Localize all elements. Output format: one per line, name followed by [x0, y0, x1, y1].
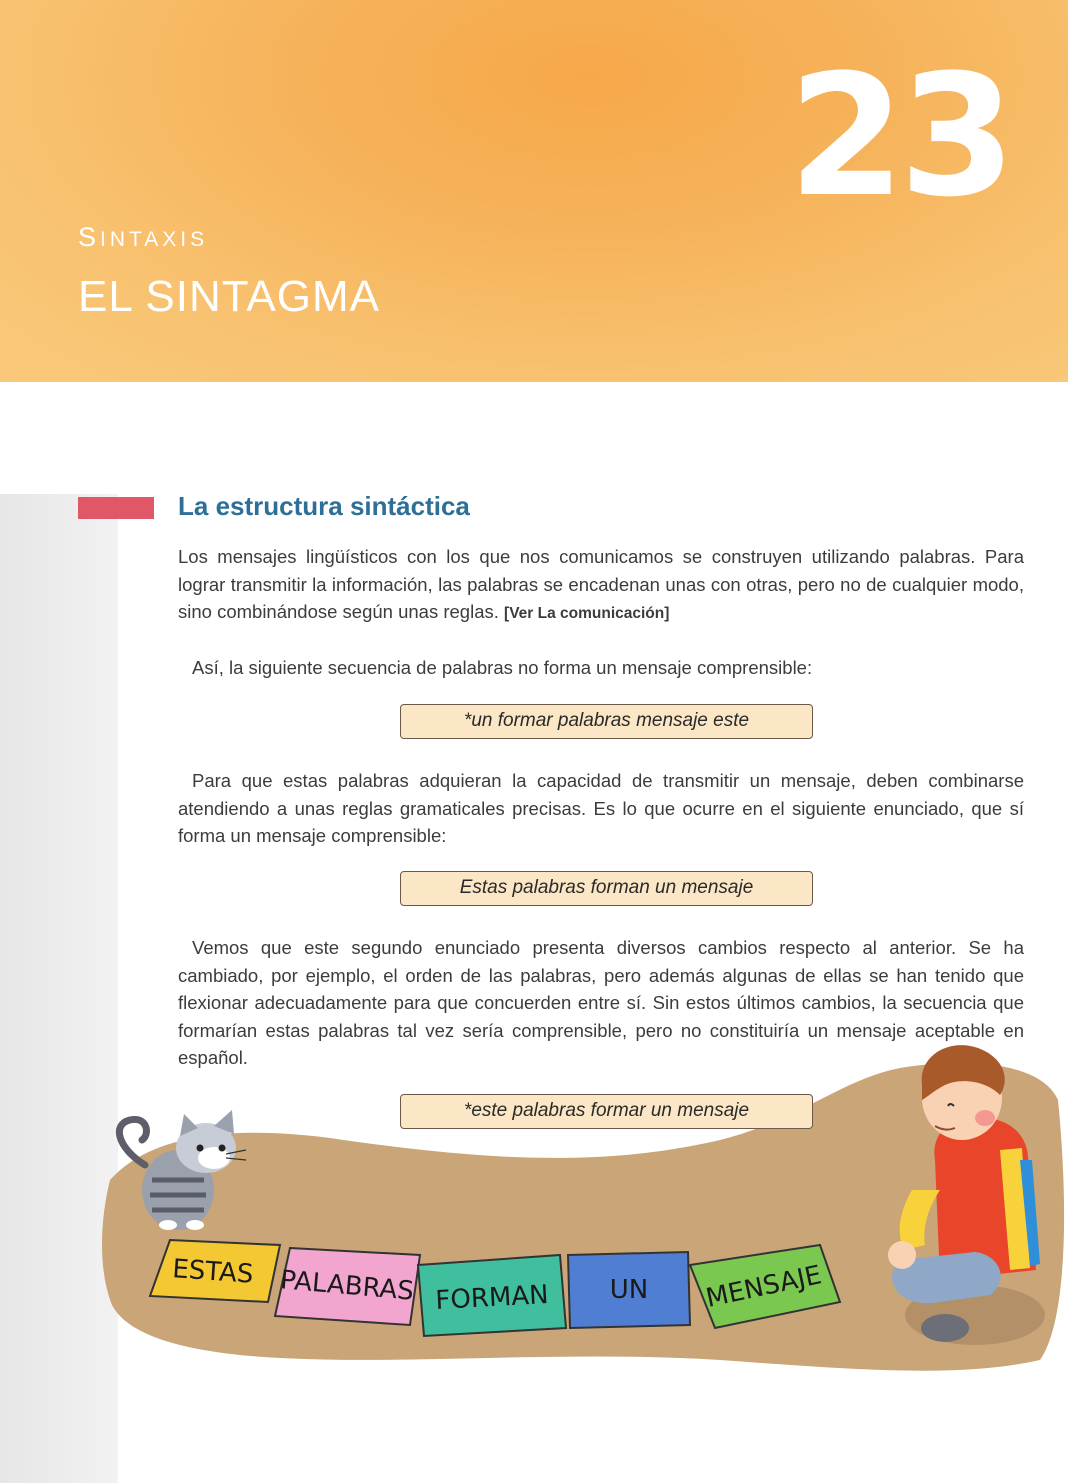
chapter-title: EL SINTAGMA — [78, 272, 380, 321]
paragraph-1-text: Los mensajes lingüísticos con los que nos comunicamos se construyen utilizando palabras. Para lograr transmitir la información, las palabras se encadenan unas con otras, pero no de cualquier modo, sino combinándose según unas reglas. — [178, 546, 1024, 623]
example-box-3: *este palabras formar un mensaje — [400, 1094, 813, 1129]
illustration — [0, 1040, 1068, 1380]
example-box-1: *un formar palabras mensaje este — [400, 704, 813, 739]
section-kicker-rest: INTAXIS — [100, 228, 209, 251]
section-kicker — [78, 222, 208, 253]
tile-forman-label: FORMAN — [434, 1280, 550, 1316]
section-heading-marker — [78, 497, 154, 519]
tile-mensaje-label: MENSAJE — [703, 1260, 825, 1314]
cross-reference-link[interactable]: [Ver La comunicación] — [504, 605, 670, 623]
paragraph-2: Así, la siguiente secuencia de palabras no forma un mensaje comprensible: — [192, 657, 813, 678]
paragraph-4: Vemos que este segundo enunciado presenta diversos cambios respecto al anterior. Se ha cambiado, por ejemplo, el orden de las palabras, pero además algunas de ellas se han tenido que flexionar adecuadamente para que concuerden entre sí. Sin estos últimos cambios, la secuencia que formarían estas palabras tal vez sería comprensible, pero no constituiría un mensaje aceptable en español. — [178, 937, 1024, 1069]
chapter-number: 23 — [788, 38, 1010, 234]
section-kicker-initial: S — [78, 222, 101, 252]
tile-un — [568, 1252, 690, 1328]
tile-forman — [418, 1255, 566, 1336]
example-box-2: Estas palabras forman un mensaje — [400, 871, 813, 906]
tile-estas — [150, 1240, 280, 1302]
chapter-header-band — [0, 0, 1068, 382]
tile-palabras — [275, 1248, 420, 1325]
tile-un-label: UN — [609, 1275, 649, 1305]
paragraph-3: Para que estas palabras adquieran la capacidad de transmitir un mensaje, deben combinarse atendiendo a unas reglas gramaticales precisas. Es lo que ocurre en el siguiente enunciado, que sí forma un mensaje comprensible: — [178, 770, 1024, 847]
tile-estas-label: ESTAS — [171, 1254, 255, 1290]
section-heading: La estructura sintáctica — [178, 491, 470, 521]
paragraph-1 — [178, 543, 1024, 628]
tile-palabras-label: PALABRAS — [279, 1265, 415, 1307]
